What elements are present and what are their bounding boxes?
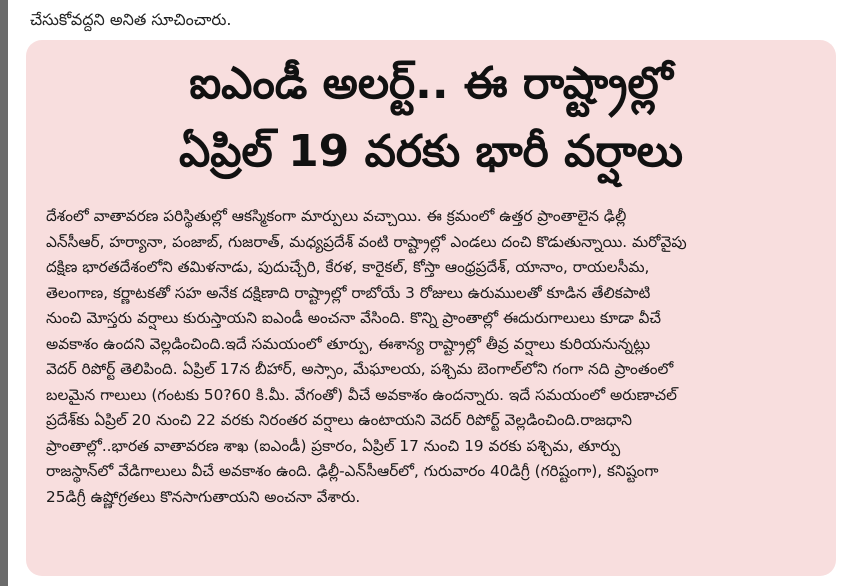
body-line: అవకాశం ఉందని వెల్లడించింది.ఇదే సమయంలో తూర్పు, ఈశాన్య రాష్ట్రాల్లో తీవ్ర వర్షాలు కురియనున్నట్లు [46, 334, 651, 353]
previous-article-last-line: చేసుకోవద్దని అనిత సూచించారు. [30, 10, 232, 29]
previous-article-fragment [30, 0, 830, 34]
left-edge-bar [0, 0, 8, 586]
body-line: 25డిగ్రీ ఉష్ణోగ్రతలు కొనసాగుతాయని అంచనా వేశారు. [46, 487, 361, 506]
body-line: దక్షిణ భారతదేశంలోని తమిళనాడు, పుదుచ్చేరి, కేరళ, కారైకల్, కోస్తా ఆంధ్రప్రదేశ్, యానాం, రాయలసీమ, [46, 258, 650, 276]
body-line: తెలంగాణ, కర్ణాటకతో సహ అనేక దక్షిణాది రాష్ట్రాల్లో రాబోయే 3 రోజులు ఉరుములతో కూడిన తేలికపాటి [46, 283, 651, 302]
body-line: ఎన్‌సీఆర్, హర్యానా, పంజాబ్, గుజరాత్, మధ్యప్రదేశ్ వంటి రాష్ట్రాల్లో ఎండలు దంచి కొడుతున్నాయి. మరోవైపు [46, 232, 687, 251]
body-line: దేశంలో వాతావరణ పరిస్థితుల్లో ఆకస్మికంగా మార్పులు వచ్చాయి. ఈ క్రమంలో ఉత్తర ప్రాంతాలైన ఢిల్లీ [46, 207, 627, 225]
body-line: నుంచి మోస్తరు వర్షాలు కురుస్తాయని ఐఎండీ అంచనా వేసింది. కొన్ని ప్రాంతాల్లో ఈదురుగాలులు కూడా వీచే [46, 309, 662, 327]
headline-line-2: ఏప్రిల్ 19 వరకు భారీ వర్షాలు [178, 126, 684, 177]
headline-line-1: ఐఎండీ అలర్ట్.. ఈ రాష్ట్రాల్లో [189, 58, 673, 109]
body-line: ప్రాంతాల్లో..భారత వాతావరణ శాఖ (ఐఎండీ) ప్రకారం, ఏప్రిల్ 17 నుంచి 19 వరకు పశ్చిమ, తూర్పు [46, 436, 621, 455]
article-body [26, 186, 836, 510]
body-line: రాజస్థాన్‌లో వేడిగాలులు వీచే అవకాశం ఉంది. ఢిల్లీ-ఎన్‌సీఆర్‌లో, గురువారం 40డిగ్రీ (గరిష్టంగా), కనిష్టంగా [46, 462, 659, 480]
body-line: వెదర్ రిపోర్ట్ తెలిపింది. ఏప్రిల్ 17న బీహార్, అస్సాం, మేఘాలయ, పశ్చిమ బెంగాల్‌లోని గంగా నది ప్రాంతంలో [46, 360, 674, 378]
body-line: ప్రదేశ్‌కు ఏప్రిల్ 20 నుంచి 22 వరకు నిరంతర వర్షాలు ఉంటాయని వెదర్ రిపోర్ట్ వెల్లడించింది.రాజధాని [46, 411, 632, 429]
article-card [26, 40, 836, 576]
body-line: బలమైన గాలులు (గంటకు 50?60 కి.మీ. వేగంతో) వీచే అవకాశం ఉందన్నారు. ఇదే సమయంలో అరుణాచల్ [46, 385, 677, 404]
article-headline [26, 40, 836, 186]
